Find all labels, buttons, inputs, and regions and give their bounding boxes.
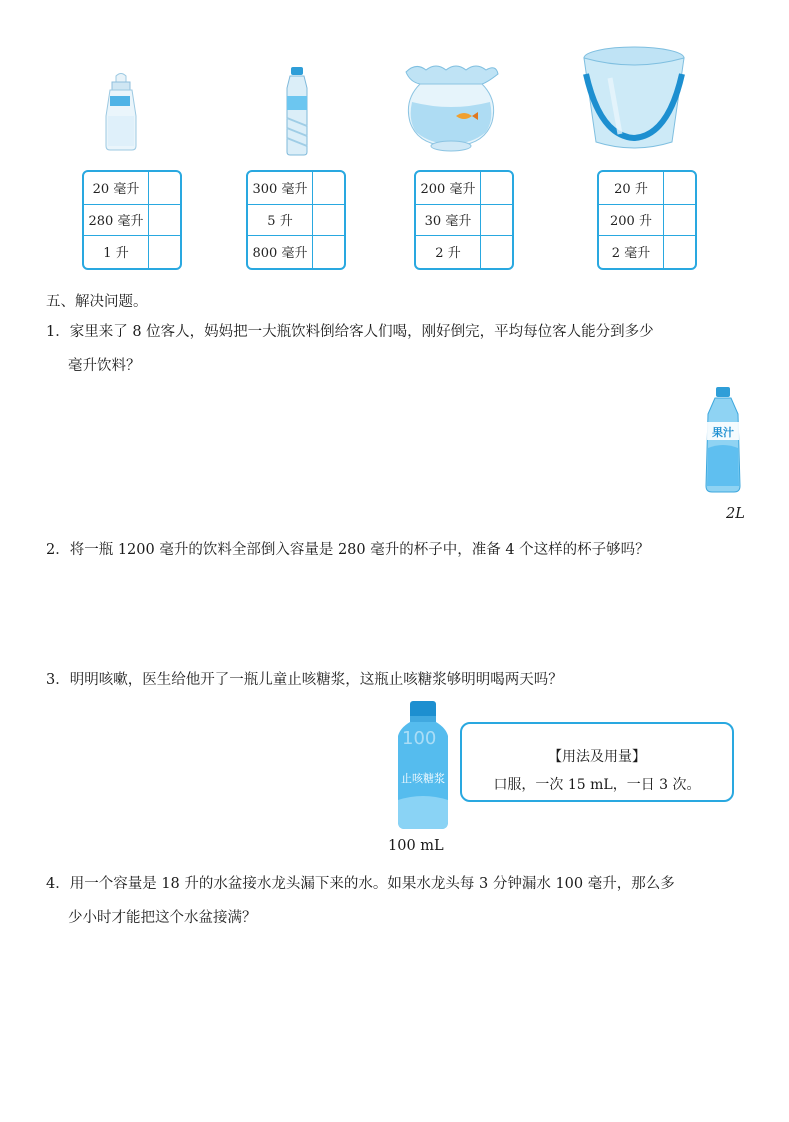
- answer-box[interactable]: [481, 204, 512, 236]
- option-row[interactable]: [416, 172, 512, 204]
- usage-text: 口服，一次 15 mL，一日 3 次。: [493, 777, 701, 793]
- option-label: 30 毫升: [416, 204, 481, 236]
- juice-bottle-icon: [702, 386, 744, 494]
- answer-box[interactable]: [149, 236, 180, 268]
- syrup-bottle-label: 止咳糖浆: [401, 772, 445, 785]
- option-table-2: [246, 170, 346, 270]
- option-row[interactable]: [599, 172, 695, 204]
- option-label: 20 升: [599, 172, 664, 204]
- usage-panel: [460, 722, 734, 802]
- answer-box[interactable]: [664, 204, 695, 236]
- answer-box[interactable]: [481, 236, 512, 268]
- question-1-line-2: 毫升饮料？: [68, 358, 141, 374]
- juice-bottle-label: 果汁: [712, 426, 734, 439]
- option-row[interactable]: [248, 204, 344, 236]
- question-2-line-1: 2．将一瓶 1200 毫升的饮料全部倒入容量是 280 毫升的杯子中，准备 4 个这样的杯子够吗？: [46, 542, 650, 558]
- option-label: 300 毫升: [248, 172, 313, 204]
- option-row[interactable]: [248, 236, 344, 268]
- option-row[interactable]: [248, 172, 344, 204]
- option-table-4: [597, 170, 697, 270]
- option-label: 200 毫升: [416, 172, 481, 204]
- syrup-bottle-icon: [394, 700, 452, 830]
- svg-text:100: 100: [402, 728, 437, 749]
- fishbowl-icon: [402, 60, 500, 152]
- juice-volume: 2L: [726, 506, 745, 522]
- question-4-line-1: 4．用一个容量是 18 升的水盆接水龙头漏下来的水。如果水龙头每 3 分钟漏水 100 毫升，那么多: [46, 876, 675, 892]
- option-table-1: [82, 170, 182, 270]
- option-label: 280 毫升: [84, 204, 149, 236]
- syrup-volume: 100 mL: [388, 838, 444, 854]
- answer-box[interactable]: [313, 236, 344, 268]
- question-3-line-1: 3．明明咳嗽，医生给他开了一瓶儿童止咳糖浆，这瓶止咳糖浆够明明喝两天吗？: [46, 672, 563, 688]
- option-label: 5 升: [248, 204, 313, 236]
- bucket-icon: [580, 44, 688, 152]
- section-title: 五、解决问题。: [46, 294, 148, 310]
- answer-box[interactable]: [313, 172, 344, 204]
- answer-box[interactable]: [149, 204, 180, 236]
- option-row[interactable]: [599, 236, 695, 268]
- answer-box[interactable]: [664, 236, 695, 268]
- option-label: 1 升: [84, 236, 149, 268]
- option-table-3: [414, 170, 514, 270]
- answer-box[interactable]: [664, 172, 695, 204]
- option-label: 20 毫升: [84, 172, 149, 204]
- option-label: 2 升: [416, 236, 481, 268]
- option-row[interactable]: [416, 204, 512, 236]
- question-4-line-2: 少小时才能把这个水盆接满？: [68, 910, 257, 926]
- question-1-line-1: 1．家里来了 8 位客人，妈妈把一大瓶饮料倒给客人们喝，刚好倒完，平均每位客人能分到多少: [46, 324, 654, 340]
- option-row[interactable]: [416, 236, 512, 268]
- usage-title: 【用法及用量】: [548, 749, 646, 765]
- option-label: 2 毫升: [599, 236, 664, 268]
- baby-bottle-icon: [98, 72, 144, 152]
- option-label: 800 毫升: [248, 236, 313, 268]
- option-row[interactable]: [84, 204, 180, 236]
- answer-box[interactable]: [149, 172, 180, 204]
- answer-box[interactable]: [313, 204, 344, 236]
- option-row[interactable]: [84, 172, 180, 204]
- option-row[interactable]: [84, 236, 180, 268]
- answer-box[interactable]: [481, 172, 512, 204]
- water-bottle-icon: [280, 66, 314, 156]
- option-label: 200 升: [599, 204, 664, 236]
- option-row[interactable]: [599, 204, 695, 236]
